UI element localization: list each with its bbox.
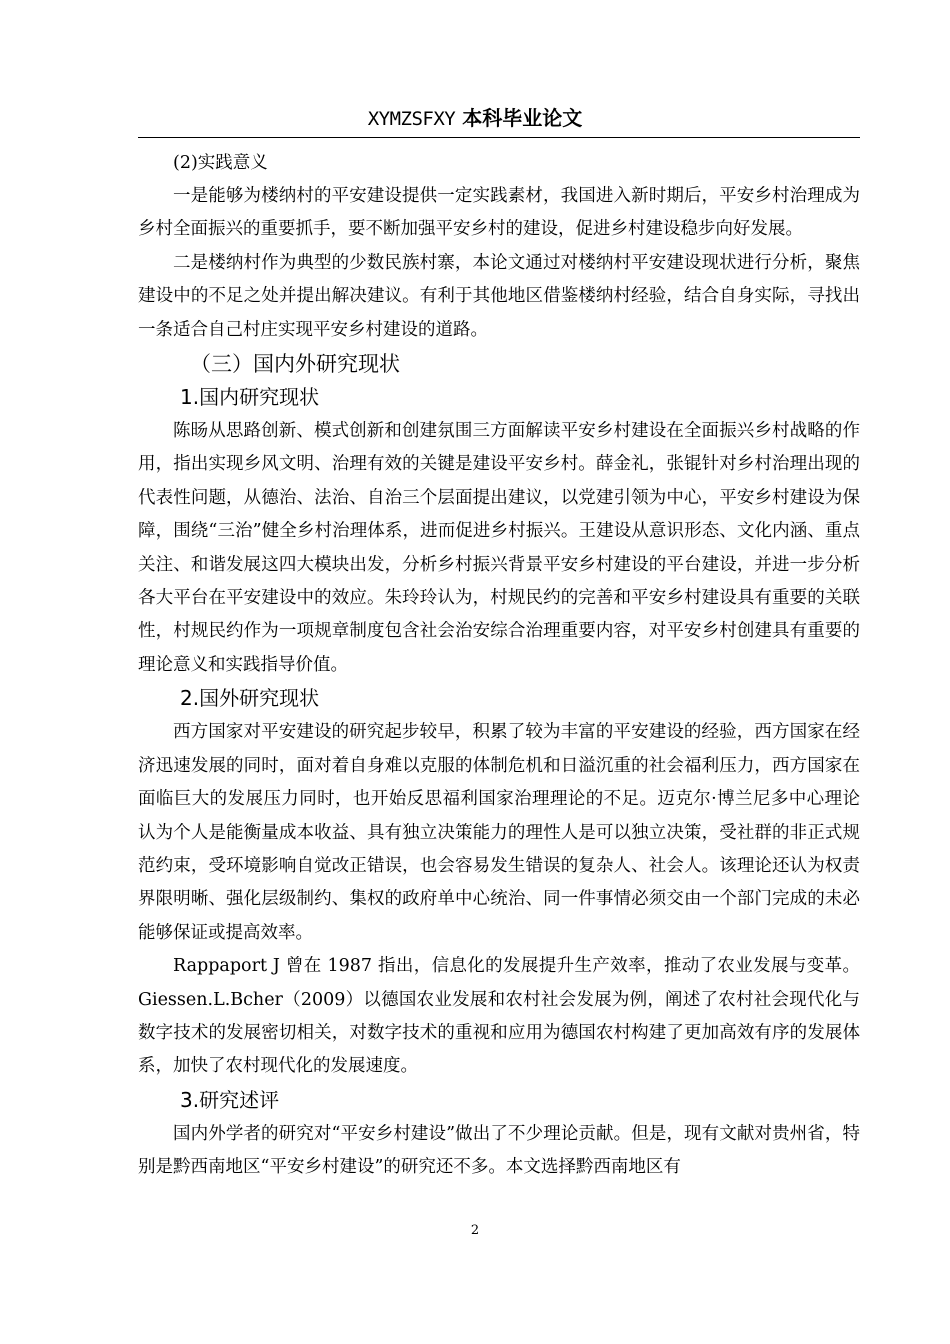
- paragraph: 一是能够为楼纳村的平安建设提供一定实践素材，我国进入新时期后，平安乡村治理成为乡村全面振兴的重要抓手，要不断加强平安乡村的建设，促进乡村建设稳步向好发展。: [138, 186, 860, 240]
- page-number: 2: [470, 1223, 480, 1238]
- header-title: 本科毕业论文: [462, 106, 583, 130]
- subsection-heading-domestic: 1.国内研究现状: [180, 385, 320, 410]
- practical-significance-heading: (2)实践意义: [173, 153, 268, 173]
- paragraph: Rappaport J 曾在 1987 指出，信息化的发展提升生产效率，推动了农业发展与变革。Giessen.L.Bcher（2009）以德国农业发展和农村社会发展为例，阐述了农村社会现代化与数字技术的发展密切相关，对数字技术的重视和应用为德国农村构建了更加高效有序的发展体系，加快了农村现代化的发展速度。: [138, 956, 860, 1077]
- paragraph: 二是楼纳村作为典型的少数民族村寨，本论文通过对楼纳村平安建设现状进行分析，聚焦建设中的不足之处并提出解决建议。有利于其他地区借鉴楼纳村经验，结合自身实际，寻找出一条适合自己村庄实现平安乡村建设的道路。: [138, 252, 860, 340]
- subsection-heading-review: 3.研究述评: [180, 1087, 280, 1112]
- page-header: [0, 103, 950, 134]
- subsection-heading-foreign: 2.国外研究现状: [180, 686, 320, 711]
- paragraph: 陈旸从思路创新、模式创新和创建氛围三方面解读平安乡村建设在全面振兴乡村战略的作用，指出实现乡风文明、治理有效的关键是建设平安乡村。薛金礼，张锟针对乡村治理出现的代表性问题，从德治、法治、自治三个层面提出建议，以党建引领为中心，平安乡村建设为保障，围绕“三治”健全乡村治理体系，进而促进乡村振兴。王建设从意识形态、文化内涵、重点关注、和谐发展这四大模块出发，分析乡村振兴背景平安乡村建设的平台建设，并进一步分析各大平台在平安建设中的效应。朱玲玲认为，村规民约的完善和平安乡村建设具有重要的关联性，村规民约作为一项规章制度包含社会治安综合治理重要内容，对平安乡村创建具有重要的理论意义和实践指导价值。: [138, 421, 860, 675]
- header-school-code: XYMZSFXY: [367, 108, 456, 130]
- section-heading-research-status: （三）国内外研究现状: [190, 352, 400, 377]
- paragraph: 国内外学者的研究对“平安乡村建设”做出了不少理论贡献。但是，现有文献对贵州省，特别是黔西南地区“平安乡村建设”的研究还不多。本文选择黔西南地区有: [138, 1123, 860, 1178]
- header-rule: [138, 137, 860, 138]
- paragraph: 西方国家对平安建设的研究起步较早，积累了较为丰富的平安建设的经验，西方国家在经济迅速发展的同时，面对着自身难以克服的体制危机和日溢沉重的社会福利压力，西方国家在面临巨大的发展压力同时，也开始反思福利国家治理理论的不足。迈克尔·博兰尼多中心理论认为个人是能衡量成本收益、具有独立决策能力的理性人是可以独立决策，受社群的非正式规范约束，受环境影响自觉改正错误，也会容易发生错误的复杂人、社会人。该理论还认为权责界限明晰、强化层级制约、集权的政府单中心统治、同一件事情必须交由一个部门完成的未必能够保证或提高效率。: [138, 722, 860, 943]
- page-body: [138, 148, 860, 1185]
